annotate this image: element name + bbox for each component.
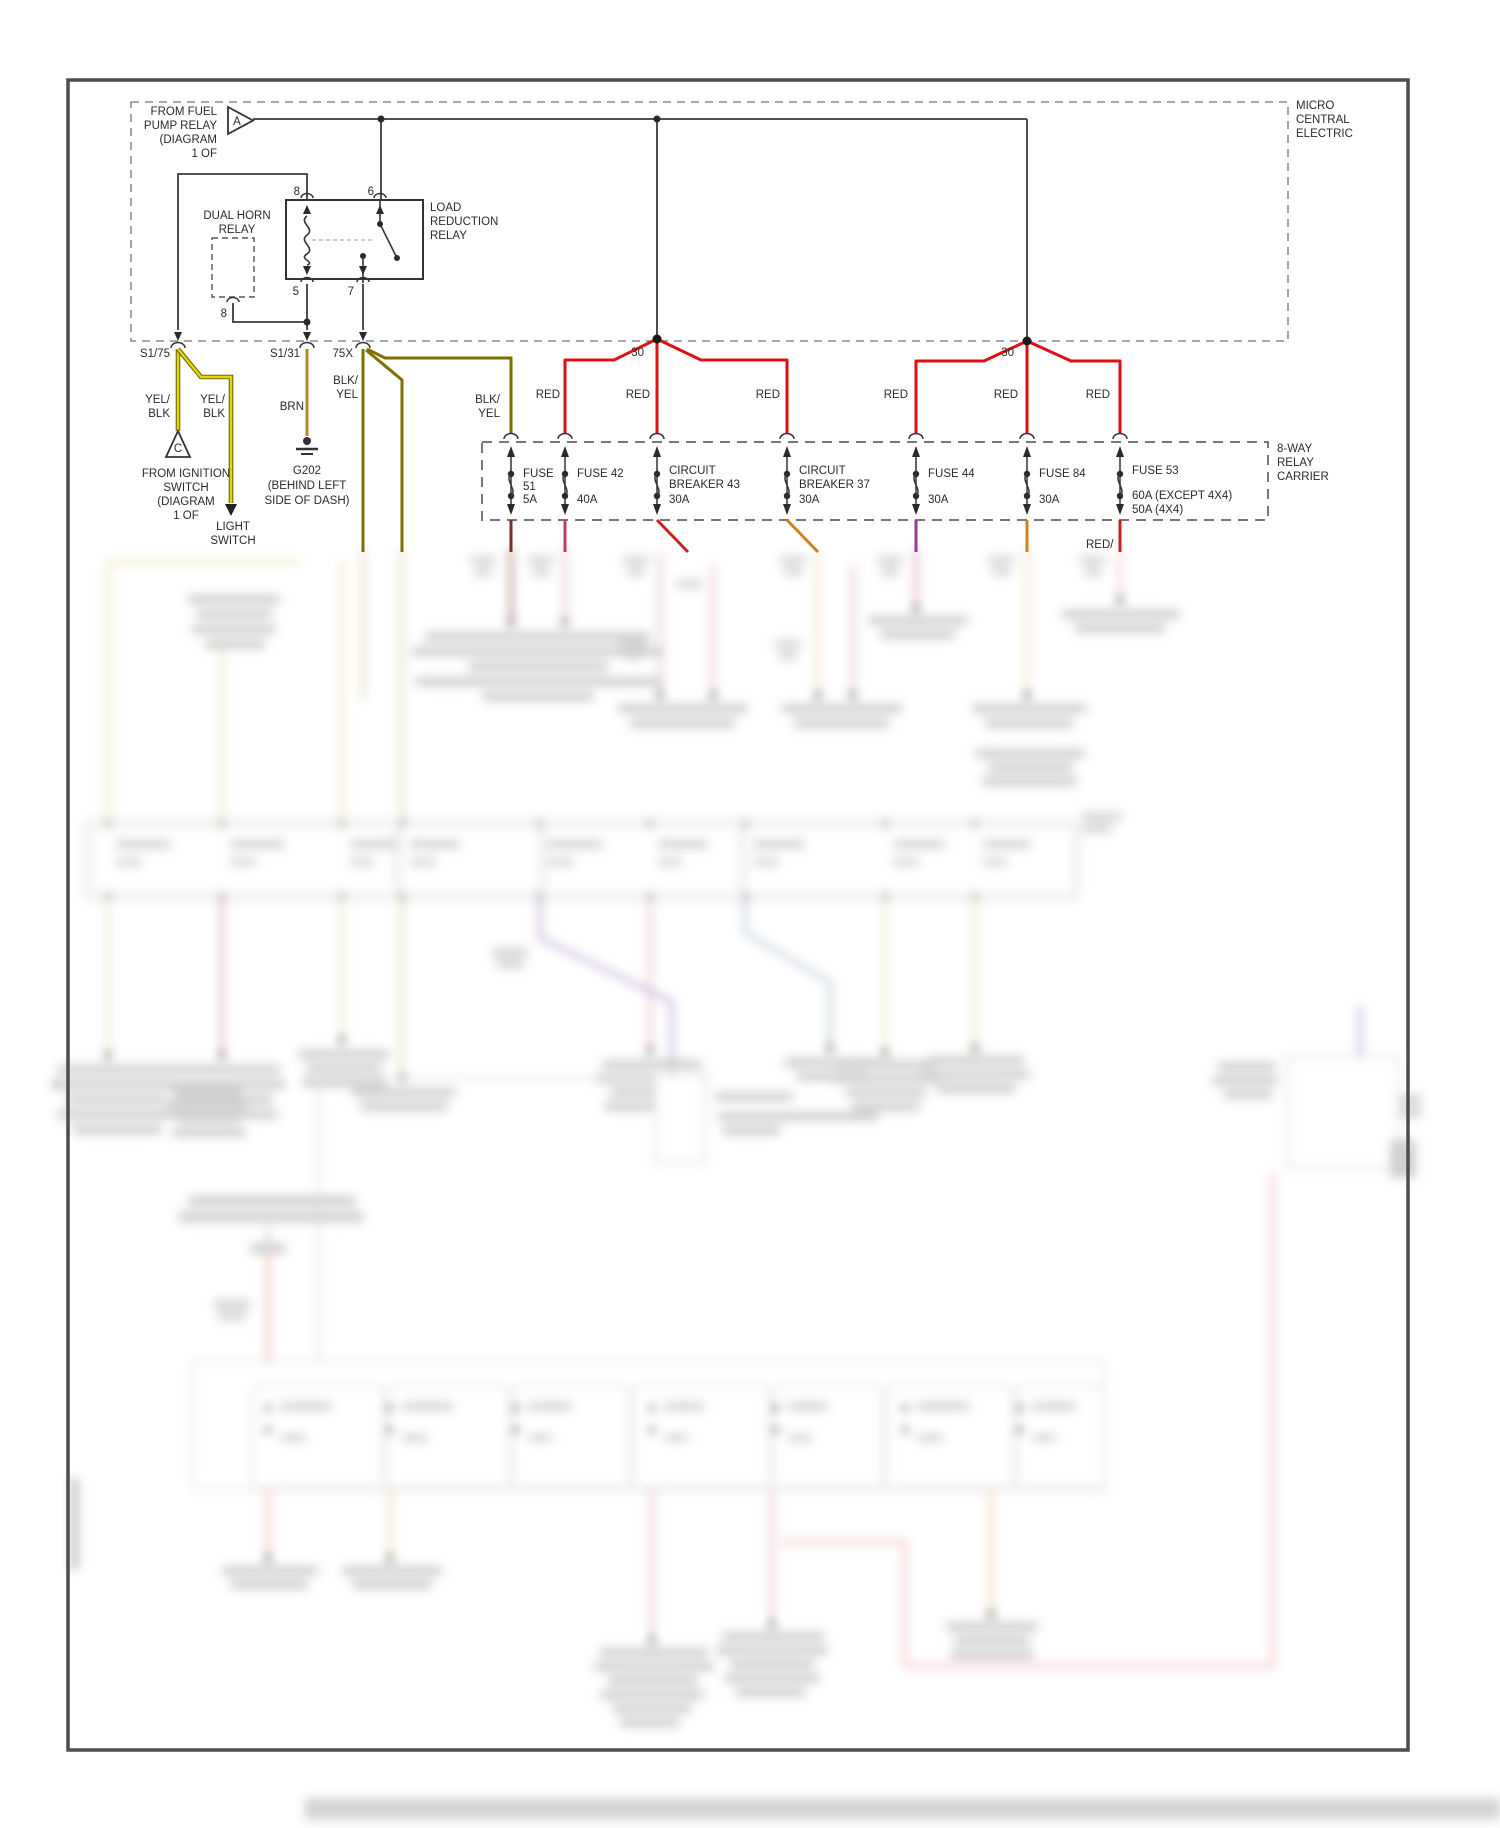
wire-color-red: RED xyxy=(993,389,1018,401)
mce-title: ELECTRIC xyxy=(1296,128,1353,140)
from-ignition-label: SWITCH xyxy=(163,482,209,494)
connector-s131-label: S1/31 xyxy=(269,348,300,360)
fuse-44-label: FUSE 44 xyxy=(928,468,975,480)
circuit-breaker-43-label: 30A xyxy=(669,494,690,506)
fuse-51-label: FUSE xyxy=(523,468,554,480)
wire-color-red: RED xyxy=(625,389,650,401)
fuse-51-label: 5A xyxy=(523,494,538,506)
mce-exit-connectors xyxy=(171,332,370,348)
fuse-84-label: FUSE 84 xyxy=(1039,468,1086,480)
dual-horn-relay-label: DUAL HORN xyxy=(203,210,271,222)
light-switch-arrow-icon xyxy=(225,504,237,516)
fuse-53-label: 60A (EXCEPT 4X4) xyxy=(1132,490,1233,502)
dual-horn-relay-box xyxy=(212,238,254,297)
fuse-84-label: 30A xyxy=(1039,494,1060,506)
pin-8-label: 8 xyxy=(293,186,300,198)
horn-pin-8-label: 8 xyxy=(220,308,227,320)
relay-carrier-title: RELAY xyxy=(1277,457,1314,469)
ground-g202-label: (BEHIND LEFT xyxy=(267,480,347,492)
wire-color-brn: BRN xyxy=(279,401,304,413)
circuit-breaker-37-label: 30A xyxy=(799,494,820,506)
wire-color-blk-yel: YEL xyxy=(478,408,500,420)
terminal-30-label: 30 xyxy=(1001,347,1014,359)
text-labels xyxy=(140,100,1353,551)
triangle-c-label: C xyxy=(173,443,183,455)
relay-carrier-title: CARRIER xyxy=(1277,471,1329,483)
terminal-30-right-dot xyxy=(1023,337,1032,346)
connector-75x-label: 75X xyxy=(332,348,353,360)
from-fuel-pump-label: FROM FUEL xyxy=(150,106,217,118)
from-ignition-label: 1 OF xyxy=(173,510,199,522)
circuit-breaker-37-label: BREAKER 37 xyxy=(799,479,870,491)
from-ignition-label: FROM IGNITION xyxy=(141,468,231,480)
fuse-42-label: 40A xyxy=(577,494,598,506)
wire-color-red: RED xyxy=(1085,389,1110,401)
dual-horn-relay-label: RELAY xyxy=(218,224,256,236)
light-switch-label: SWITCH xyxy=(210,535,256,547)
wire-color-yel-blk: YEL/ xyxy=(145,394,170,406)
wire-color-blk-yel: BLK/ xyxy=(333,375,358,387)
wire-color-blk-yel: BLK/ xyxy=(475,394,500,406)
mce-title: CENTRAL xyxy=(1296,114,1350,126)
carrier-output-stubs xyxy=(511,520,1120,552)
load-reduction-relay-label: REDUCTION xyxy=(430,216,499,228)
relay-carrier-title: 8-WAY xyxy=(1277,443,1313,455)
wire-color-yel-blk: BLK xyxy=(148,408,170,420)
connector-s175-label: S1/75 xyxy=(139,348,170,360)
pin-5-label: 5 xyxy=(292,286,299,298)
ground-g202-label: G202 xyxy=(292,465,322,477)
wire-color-yel-blk: YEL/ xyxy=(200,394,225,406)
fuse-42-label: FUSE 42 xyxy=(577,468,624,480)
triangle-a-label: A xyxy=(233,116,241,128)
wire-color-red: RED xyxy=(883,389,908,401)
terminal-30-left-dot xyxy=(653,335,662,344)
light-switch-label: LIGHT xyxy=(216,521,250,533)
load-reduction-relay-label: RELAY xyxy=(430,230,467,242)
fuse-53-label: FUSE 53 xyxy=(1132,465,1179,477)
fuse-51-label: 51 xyxy=(523,481,536,493)
from-fuel-pump-label: (DIAGRAM xyxy=(159,134,217,146)
pin-7-label: 7 xyxy=(347,286,354,298)
circuit-breaker-37-label: CIRCUIT xyxy=(799,465,846,477)
wire-color-red: RED xyxy=(535,389,560,401)
wire-color-yel-blk: BLK xyxy=(203,408,225,420)
fuse-53-label: 50A (4X4) xyxy=(1132,504,1184,516)
wire-color-red-partial: RED/ xyxy=(1086,539,1114,551)
from-fuel-pump-label: PUMP RELAY xyxy=(143,120,217,132)
from-ignition-label: (DIAGRAM xyxy=(157,496,215,508)
ground-symbol xyxy=(296,437,318,454)
ground-g202-label: SIDE OF DASH) xyxy=(264,495,350,507)
pin-6-label: 6 xyxy=(367,186,374,198)
from-fuel-pump-label: 1 OF xyxy=(191,148,217,160)
red-distribution xyxy=(565,339,1120,434)
wire-color-blk-yel: YEL xyxy=(336,389,358,401)
page-border xyxy=(68,80,1408,1750)
circuit-breaker-43-label: CIRCUIT xyxy=(669,465,716,477)
wire-color-red: RED xyxy=(755,389,780,401)
terminal-30-label: 30 xyxy=(631,347,644,359)
mce-title: MICRO xyxy=(1296,100,1335,112)
load-reduction-relay-label: LOAD xyxy=(430,202,462,214)
fuse-44-label: 30A xyxy=(928,494,949,506)
circuit-breaker-43-label: BREAKER 43 xyxy=(669,479,740,491)
